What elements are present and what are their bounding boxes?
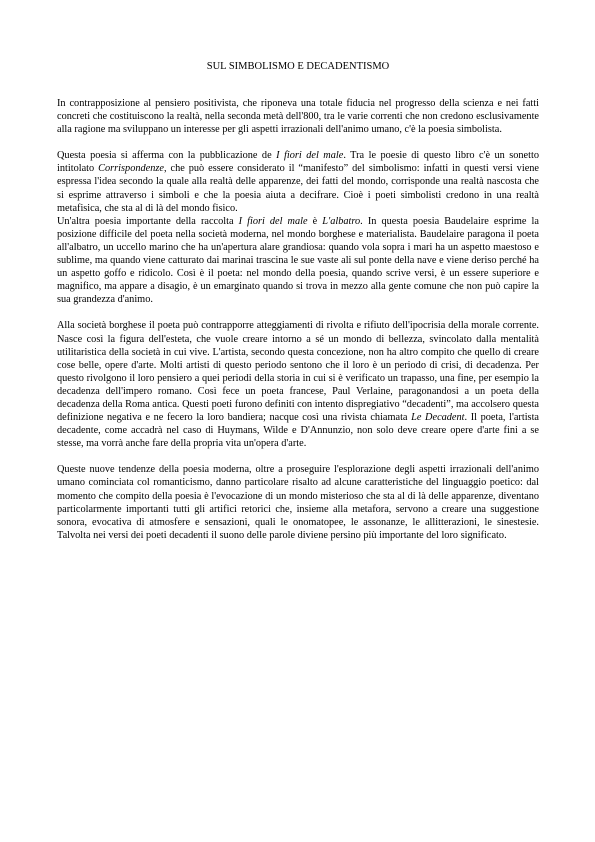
book-title-italic: I fiori del male: [276, 150, 344, 162]
paragraph-decadence: [57, 319, 539, 450]
paragraph-positivism: In contrapposizione al pensiero positivista, che riponeva una totale fiducia nel progresso della scienza e nei fatti concreti che costituiscono la realtà, nella seconda metà dell'800, tra le varie correnti che non credono esclusivamente alla ragione ma sviluppano un interesse per gli aspetti irrazionali dell'animo umano, c'è la poesia simbolista.: [57, 98, 539, 136]
paragraph-albatross: [57, 215, 539, 307]
text-run: , che può essere considerato il “manifesto” del simbolismo: infatti in questi versi viene espressa l'idea secondo la quale alla realtà delle apparenze, dei fatti del mondo, corrisponde una realtà nascosta che si esprime attraverso i simboli e che la poesia aiuta a decifrare. Cioè i poeti simbolisti credono in una realtà metafisica, che sta al di là del mondo fisico.: [57, 163, 539, 214]
text-run: Un'altra poesia importante della raccolta: [57, 215, 239, 227]
paragraph-spacer: [57, 450, 539, 463]
poem-title-italic: L'albatro: [322, 215, 361, 227]
text-run: Questa poesia si afferma con la pubblicazione de: [57, 150, 277, 162]
poem-title-italic: Corrispondenze: [98, 163, 164, 175]
text-run: . Il poeta, l'artista decadente, come accadrà nel caso di Huymans, Wilde e D'Annunzio, non solo deve creare opere d'arte fini a se stesse, ma vorrà anche fare della propria vita un'opera d'arte.: [57, 412, 539, 450]
text-run: . Tra le poesie di questo libro c'è un sonetto intitolato: [57, 150, 539, 175]
journal-title-italic: Le Decadent: [411, 412, 465, 424]
paragraph-spacer: [57, 306, 539, 319]
paragraph-spacer: [57, 136, 539, 149]
book-title-italic: I fiori del male: [238, 215, 308, 227]
text-run: . In questa poesia Baudelaire esprime la posizione difficile del poeta nella società moderna, nel mondo borghese e materialista. Baudelaire paragona il poeta all'albatro, un uccello marino che ha un'apertura alare grandiosa: quando vola sopra i mari ha un aspetto maestoso e sublime, ma quando viene catturato dai marinai trascina le sue vaste ali sul ponte della nave e viene deriso perché ha un aspetto goffo e ridicolo. Così è il poeta: nel mondo della poesia, quando scrive versi, è un essere superiore e magnifico, ma appare a disagio, è un emarginato quando si trova in mezzo alla gente comune che non può capire la sua grandezza d'animo.: [57, 215, 539, 306]
paragraph-correspondences: [57, 149, 539, 214]
text-run: è: [307, 215, 323, 227]
paragraph-poetic-language: Queste nuove tendenze della poesia moderna, oltre a proseguire l'esplorazione degli aspetti irrazionali dell'animo umano cominciata col romanticismo, danno particolare risalto ad alcune caratteristiche del linguaggio poetico: dal momento che compito della poesia è l'evocazione di un mondo misterioso che sta al di là delle apparenze, diventano particolarmente importanti tutti gli artifici retorici che, insieme alla metafora, servono a creare una suggestione sonora, evocativa di atmosfere e sensazioni, quali le onomatopee, le assonanze, le allitterazioni, le sinestesie. Talvolta nei versi dei poeti decadenti il suono delle parole diviene persino più importante del loro significato.: [57, 464, 539, 541]
text-run: Alla società borghese il poeta può contrapporre atteggiamenti di rivolta e rifiuto dell'ipocrisia della morale corrente. Nasce così la figura dell'esteta, che vuole creare intorno a sé un mondo di bellezza, svincolato dalla mentalità utilitaristica della società in cui vive. L'artista, secondo questa concezione, non ha altro compito che quello di creare cose belle, opere d'arte. Molti artisti di questo periodo sentono che il loro è un periodo di crisi, di decadenza. Per questo rivolgono il loro pensiero a quei periodi della storia in cui si è verificato un trapasso, una fine, per esempio la decadenza dell'impero romano. Così fece un poeta francese, Paul Verlaine, paragonandosi a un poeta della decadenza della Roma antica. Questi poeti furono definiti con intento dispregiativo “decadenti”, ma accolsero questa definizione negativa e ne fecero la loro bandiera; nacque così una rivista chiamata: [57, 320, 539, 424]
document-title: SUL SIMBOLISMO E DECADENTISMO: [206, 61, 390, 72]
